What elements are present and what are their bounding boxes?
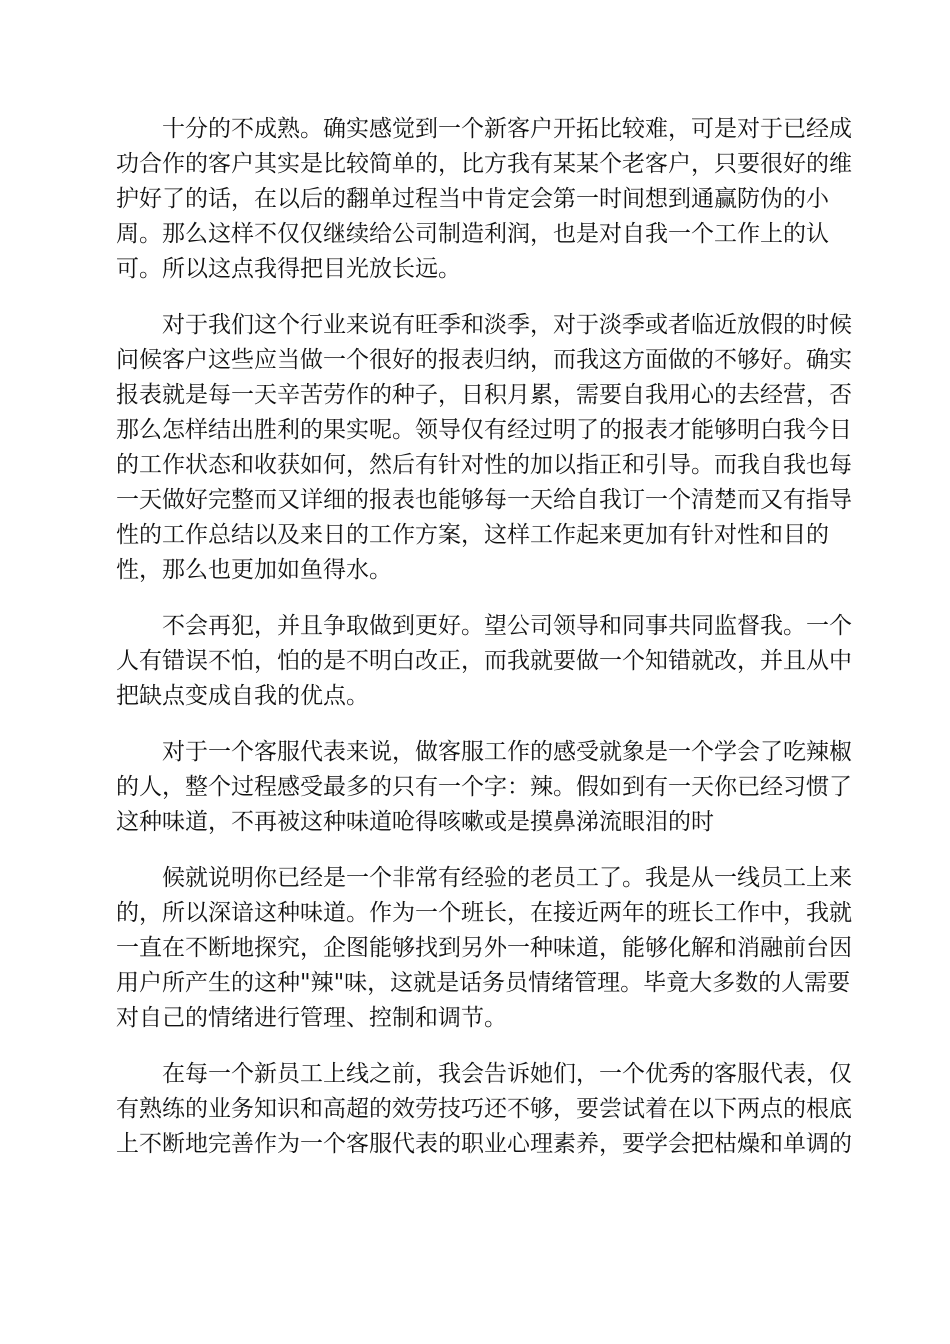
text-line: 对于我们这个行业来说有旺季和淡季，对于淡季或者临近放假的时候: [162, 312, 852, 338]
text-line: 那么怎样结出胜利的果实呢。领导仅有经过明了的报表才能够明白我今日: [116, 417, 852, 443]
text-line: 有熟练的业务知识和高超的效劳技巧还不够，要尝试着在以下两点的根底: [116, 1096, 852, 1122]
text-line: 人有错误不怕，怕的是不明白改正，而我就要做一个知错就改，并且从中: [116, 648, 852, 674]
paragraph-5: [116, 861, 852, 1036]
text-line: 护好了的话，在以后的翻单过程当中肯定会第一时间想到通赢防伪的小: [116, 186, 829, 212]
text-line: 这种味道，不再被这种味道呛得咳嗽或是摸鼻涕流眼泪的时: [116, 809, 714, 835]
text-line: 问候客户这些应当做一个很好的报表归纳，而我这方面做的不够好。确实: [116, 347, 852, 373]
text-line: 十分的不成熟。确实感觉到一个新客户开拓比较难，可是对于已经成: [162, 116, 852, 142]
text-line: 报表就是每一天辛苦劳作的种子，日积月累，需要自我用心的去经营，否: [116, 382, 852, 408]
text-line: 用户所产生的这种"辣"味，这就是话务员情绪管理。毕竟大多数的人需要: [116, 970, 851, 996]
paragraph-2: [116, 308, 852, 588]
text-line: 对于一个客服代表来说，做客服工作的感受就象是一个学会了吃辣椒: [162, 739, 852, 765]
text-line: 的人，整个过程感受最多的只有一个字：辣。假如到有一天你已经习惯了: [116, 774, 852, 800]
text-line: 一天做好完整而又详细的报表也能够每一天给自我订一个清楚而又有指导: [116, 487, 852, 513]
text-line: 的工作状态和收获如何，然后有针对性的加以指正和引导。而我自我也每: [116, 452, 852, 478]
text-line: 性的工作总结以及来日的工作方案，这样工作起来更加有针对性和目的: [116, 522, 829, 548]
text-line: 不会再犯，并且争取做到更好。望公司领导和同事共同监督我。一个: [162, 613, 852, 639]
paragraph-3: [116, 609, 852, 714]
document-body: [116, 112, 852, 1183]
text-line: 的，所以深谙这种味道。作为一个班长，在接近两年的班长工作中，我就: [116, 900, 852, 926]
text-line: 对自己的情绪进行管理、控制和调节。: [116, 1005, 507, 1031]
paragraph-6: [116, 1057, 852, 1162]
text-line: 候就说明你已经是一个非常有经验的老员工了。我是从一线员工上来: [162, 865, 852, 891]
text-line: 上不断地完善作为一个客服代表的职业心理素养，要学会把枯燥和单调的: [116, 1131, 852, 1157]
text-line: 性，那么也更加如鱼得水。: [116, 557, 392, 583]
text-line: 把缺点变成自我的优点。: [116, 683, 369, 709]
text-line: 一直在不断地探究，企图能够找到另外一种味道，能够化解和消融前台因: [116, 935, 852, 961]
paragraph-4: [116, 735, 852, 840]
text-line: 可。所以这点我得把目光放长远。: [116, 256, 461, 282]
text-line: 周。那么这样不仅仅继续给公司制造利润，也是对自我一个工作上的认: [116, 221, 829, 247]
text-line: 功合作的客户其实是比较简单的，比方我有某某个老客户，只要很好的维: [116, 151, 852, 177]
paragraph-1: [116, 112, 852, 287]
text-line: 在每一个新员工上线之前，我会告诉她们，一个优秀的客服代表，仅: [162, 1061, 852, 1087]
